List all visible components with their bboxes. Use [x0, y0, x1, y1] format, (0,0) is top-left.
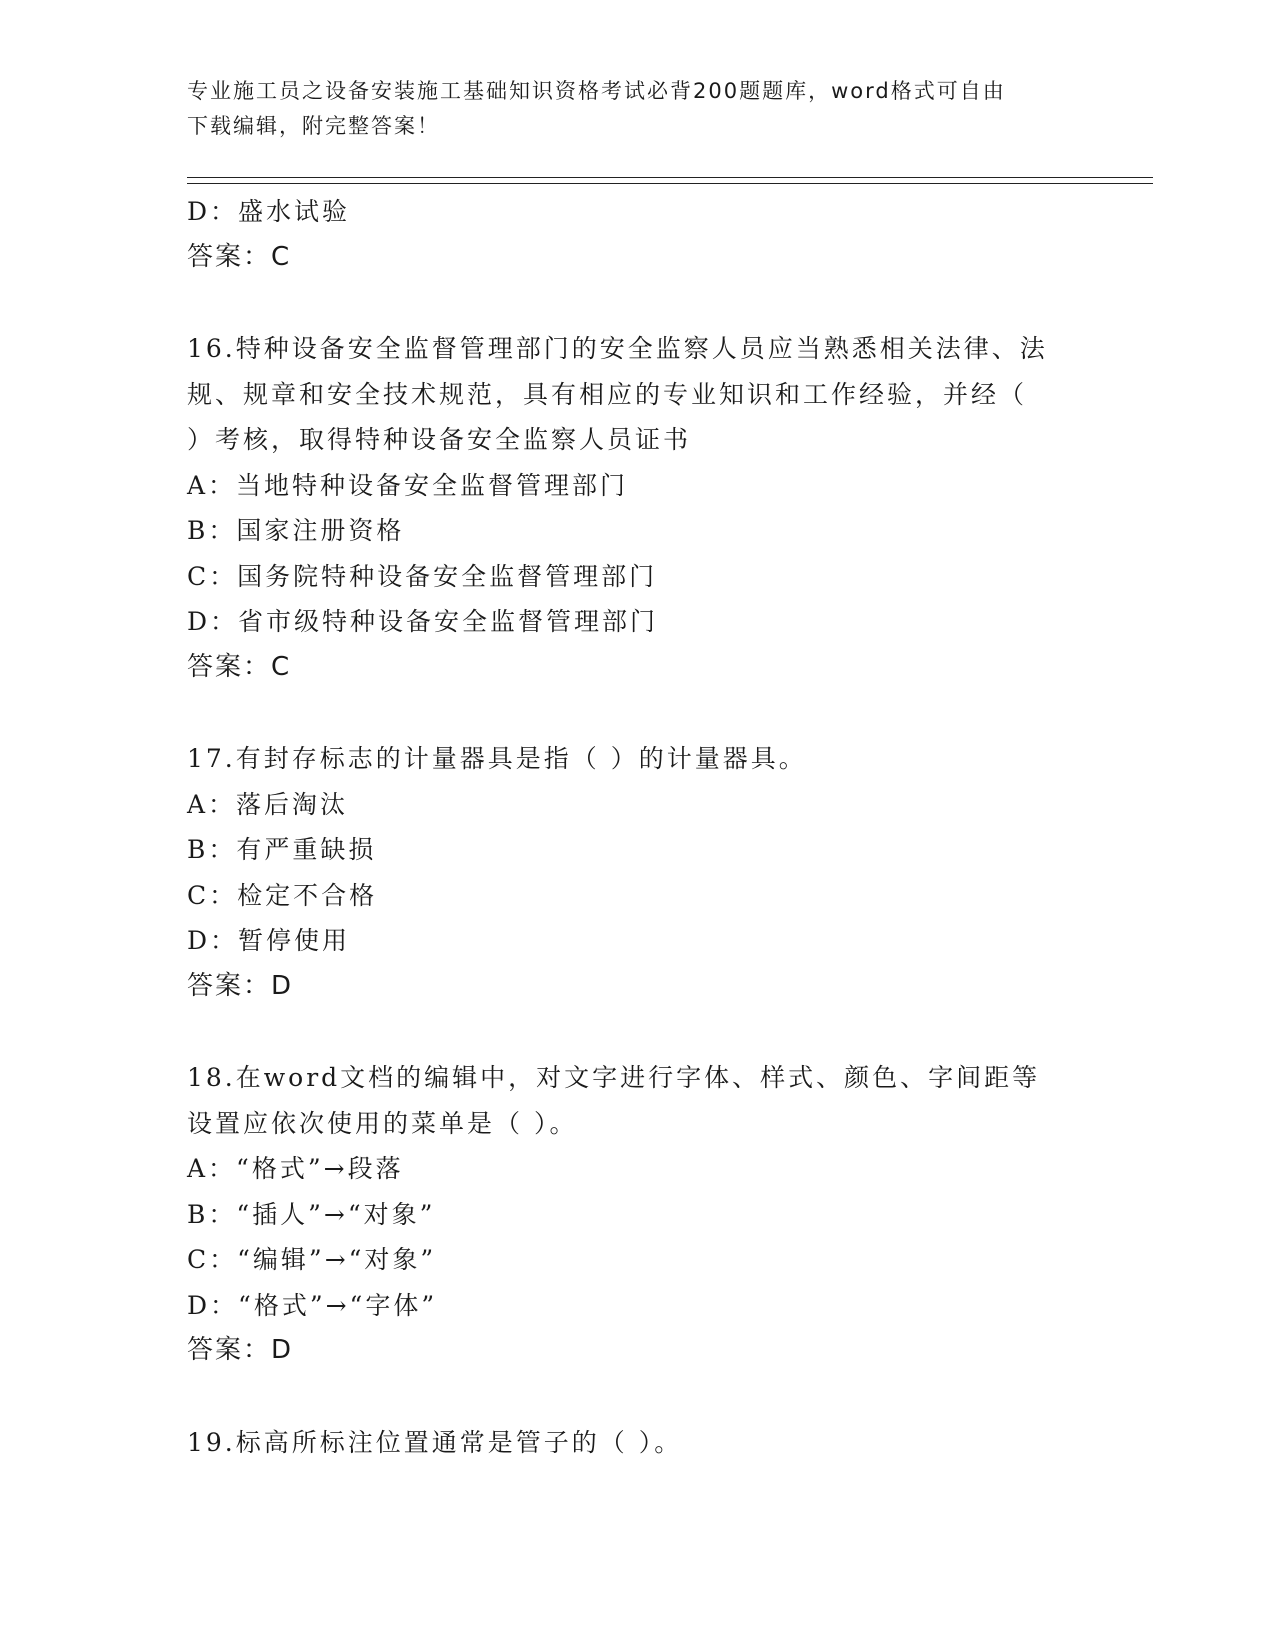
option-a: A：当地特种设备安全监督管理部门 [187, 470, 629, 500]
document-header [187, 74, 1067, 144]
option-d: D：“格式”→“字体” [187, 1290, 438, 1320]
option-d: D：省市级特种设备安全监督管理部门 [187, 607, 659, 636]
question-stem-line: 19.标高所标注位置通常是管子的（ ）。 [187, 1427, 683, 1457]
question-16 [187, 326, 1087, 690]
option-c: C：检定不合格 [187, 880, 378, 910]
header-title-line-1: 专业施工员之设备安装施工基础知识资格考试必背200题题库，word格式可自由 [187, 79, 1006, 103]
question-17 [187, 736, 1087, 1009]
option-a: A：“格式”→段落 [187, 1154, 404, 1183]
option-b: B：“插人”→“对象” [187, 1199, 436, 1229]
option-c: C：“编辑”→“对象” [187, 1245, 437, 1274]
question-stem-line: 17.有封存标志的计量器具是指（ ）的计量器具。 [187, 744, 807, 773]
header-divider-top [187, 177, 1153, 178]
carryover-block [187, 189, 1087, 280]
question-stem-line: 设置应依次使用的菜单是（ ）。 [187, 1108, 578, 1138]
question-stem-line: ）考核，取得特种设备安全监察人员证书 [187, 425, 692, 454]
answer-line: 答案：C [187, 241, 292, 272]
question-19 [187, 1420, 1087, 1466]
option-d: D：盛水试验 [187, 197, 351, 226]
option-b: B：有严重缺损 [187, 835, 377, 864]
option-d: D：暂停使用 [187, 926, 351, 955]
header-title-line-2: 下载编辑，附完整答案！ [187, 114, 440, 138]
header-divider-bottom [187, 183, 1153, 184]
document-body [187, 189, 1087, 1465]
question-stem-line: 16.特种设备安全监督管理部门的安全监察人员应当熟悉相关法律、法 [187, 334, 1048, 363]
option-c: C：国务院特种设备安全监督管理部门 [187, 561, 658, 591]
answer-line: 答案：D [187, 970, 294, 1001]
question-stem-line: 规、规章和安全技术规范，具有相应的专业知识和工作经验，并经（ [187, 379, 1028, 409]
answer-line: 答案：D [187, 1335, 294, 1365]
question-stem-line: 18.在word文档的编辑中，对文字进行字体、样式、颜色、字间距等 [187, 1063, 1041, 1092]
answer-line: 答案：C [187, 651, 292, 682]
option-b: B：国家注册资格 [187, 516, 405, 545]
option-a: A：落后淘汰 [187, 789, 349, 819]
question-18 [187, 1055, 1087, 1374]
